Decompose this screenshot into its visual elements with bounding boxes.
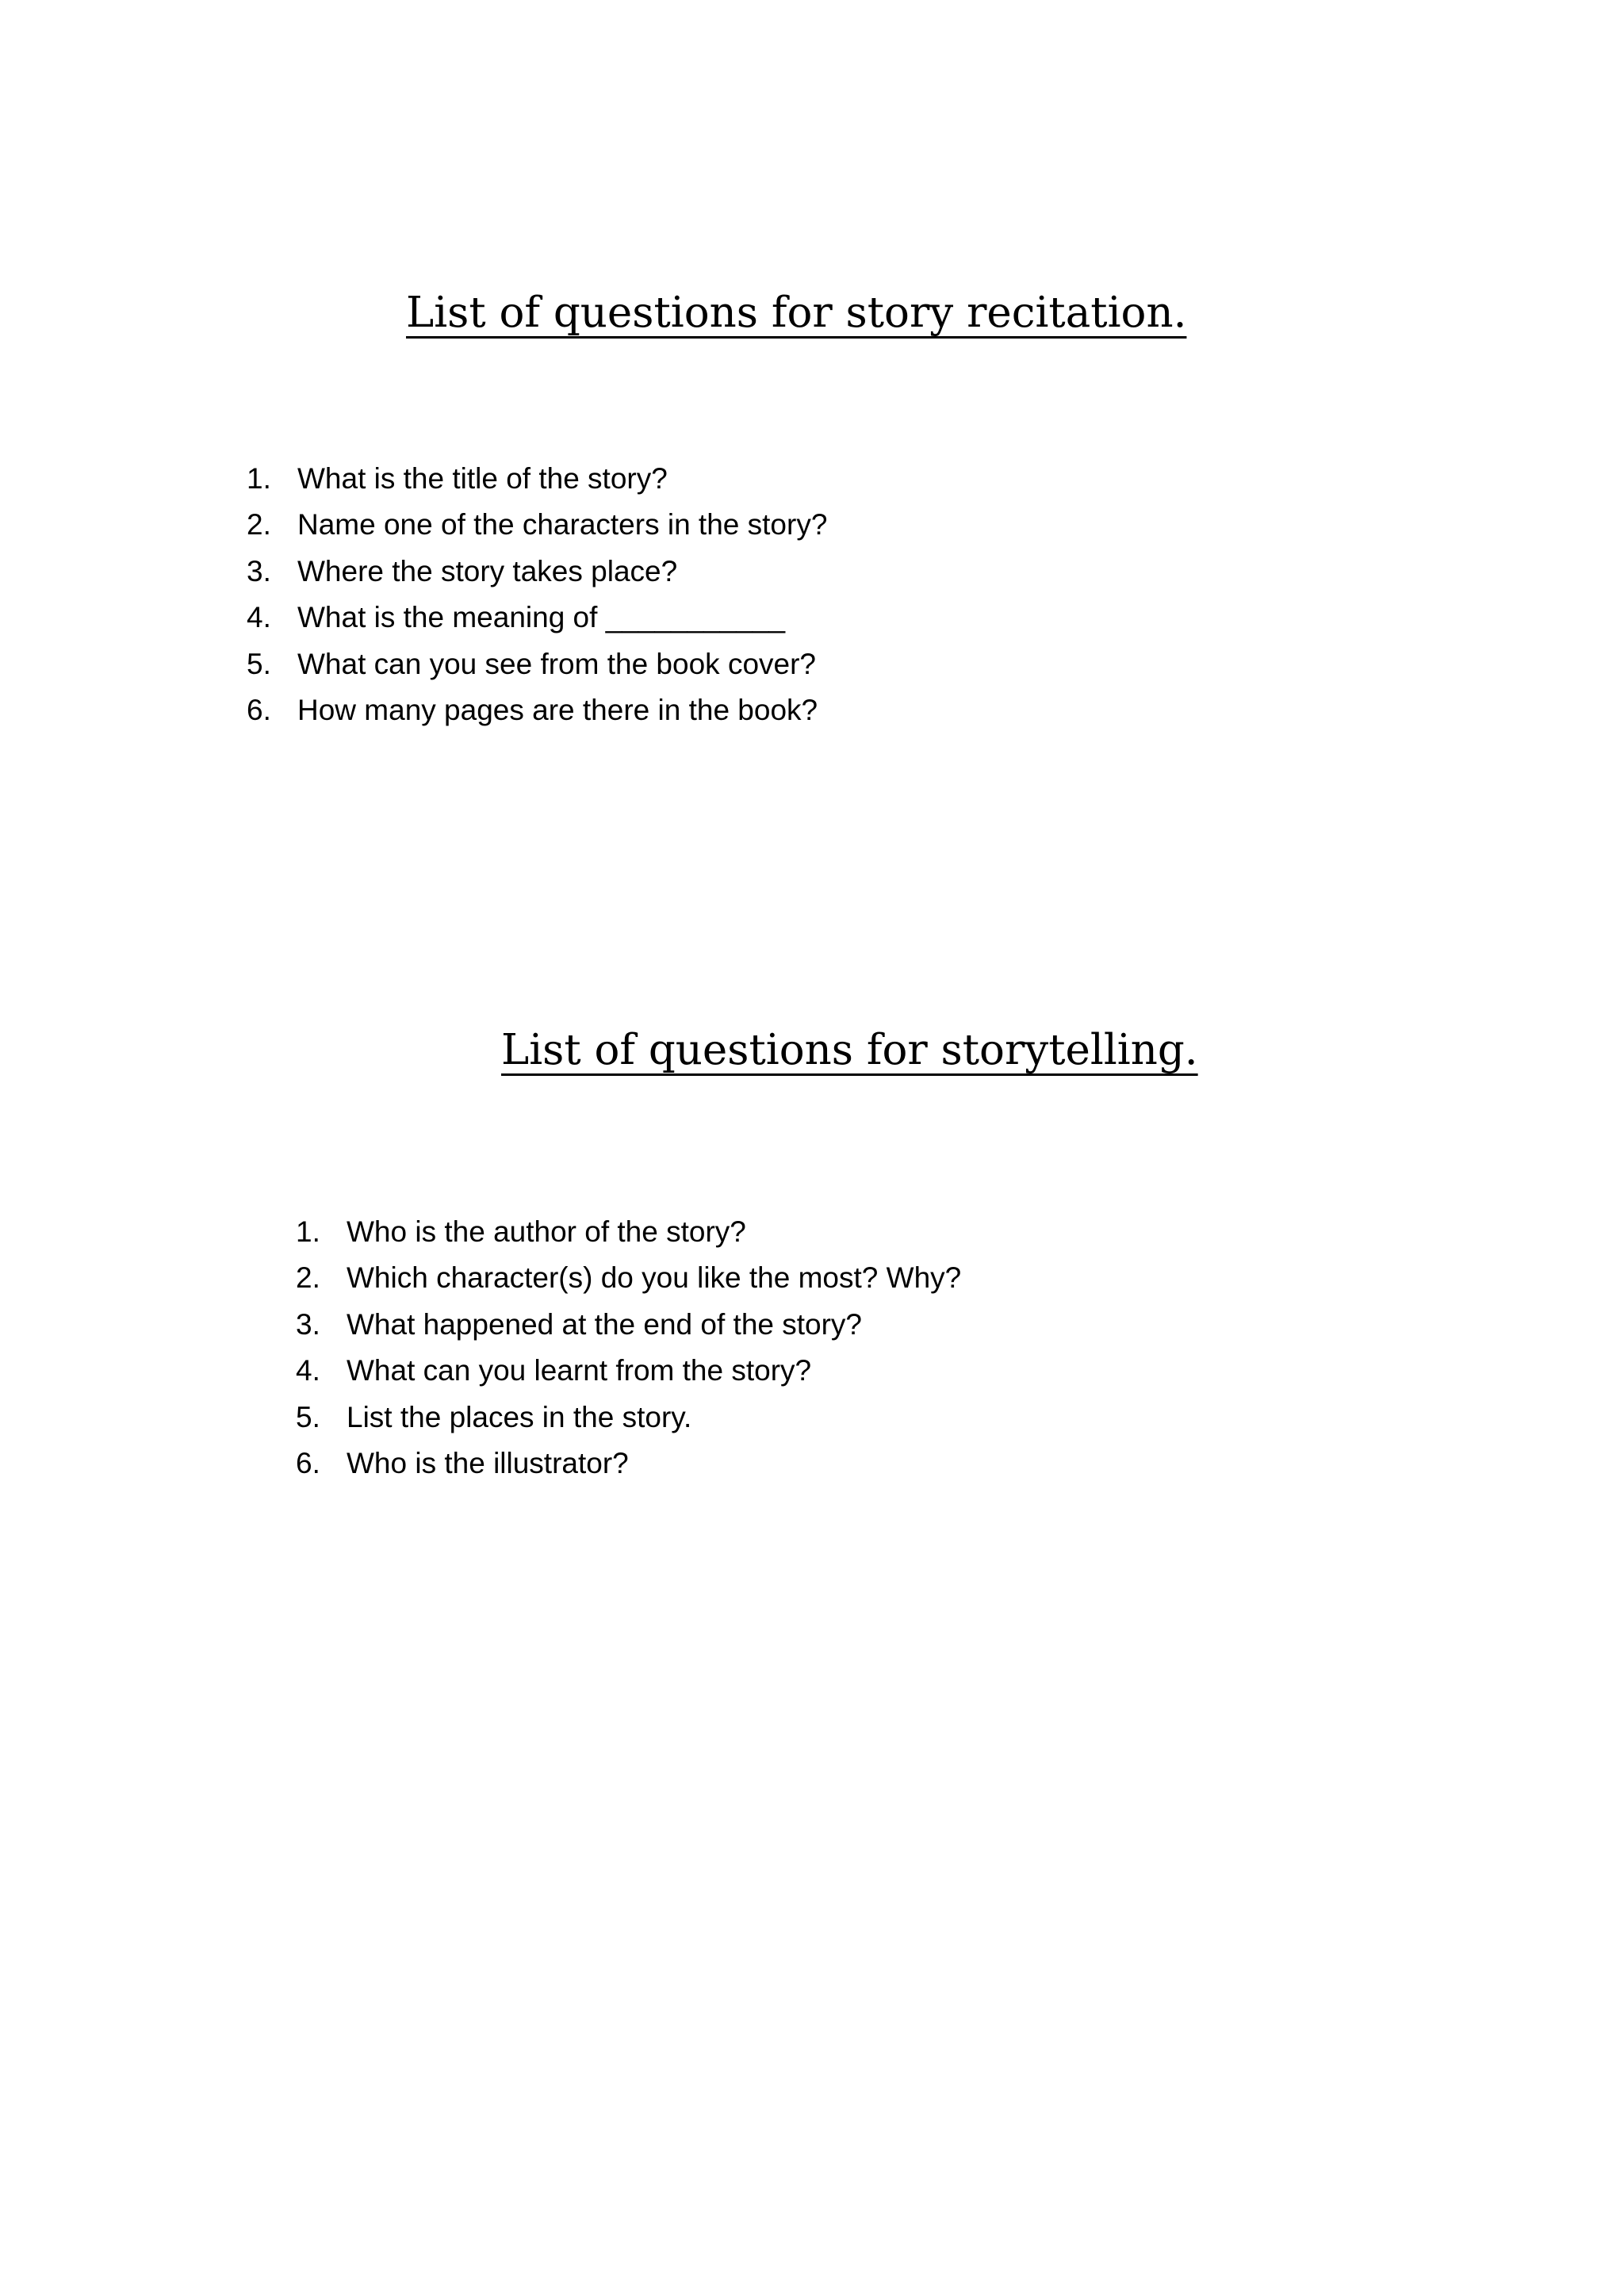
list-item-text: What is the title of the story? xyxy=(297,462,668,495)
list-item-text: What can you see from the book cover? xyxy=(297,647,817,680)
section-heading-story-recitation: List of questions for story recitation. xyxy=(406,289,1187,337)
list-item xyxy=(296,1255,961,1301)
list-item xyxy=(296,1348,961,1394)
list-item xyxy=(247,502,827,548)
list-item-text: Where the story takes place? xyxy=(297,554,678,587)
list-item-text: Who is the author of the story? xyxy=(347,1215,746,1248)
list-item xyxy=(296,1395,961,1441)
list-item-text: Which character(s) do you like the most? Why? xyxy=(347,1261,962,1295)
list-item-number: 2. xyxy=(247,508,271,541)
list-item-number: 6. xyxy=(247,694,271,727)
list-item xyxy=(247,456,827,502)
section-heading-storytelling: List of questions for storytelling. xyxy=(501,1026,1198,1074)
list-item-text: List the places in the story. xyxy=(347,1400,692,1433)
list-item-text: Who is the illustrator? xyxy=(347,1447,629,1480)
list-item xyxy=(247,687,827,733)
list-item-number: 3. xyxy=(247,554,271,587)
list-item-number: 5. xyxy=(247,647,271,680)
list-item xyxy=(296,1302,961,1348)
list-item-number: 2. xyxy=(296,1261,320,1295)
list-item-number: 4. xyxy=(247,601,271,634)
list-item-text: What can you learnt from the story? xyxy=(347,1354,812,1387)
list-item-text: How many pages are there in the book? xyxy=(297,694,818,727)
list-item-number: 5. xyxy=(296,1400,320,1433)
list-item-text: What is the meaning of ___________ xyxy=(297,601,786,634)
list-item-text: Name one of the characters in the story? xyxy=(297,508,828,541)
list-item-number: 6. xyxy=(296,1447,320,1480)
question-list-story-recitation xyxy=(247,456,827,733)
list-item-number: 3. xyxy=(296,1307,320,1341)
list-item xyxy=(296,1209,961,1255)
list-item xyxy=(247,549,827,595)
list-item xyxy=(247,641,827,687)
list-item-number: 1. xyxy=(296,1215,320,1248)
list-item xyxy=(296,1441,961,1487)
list-item xyxy=(247,595,827,641)
list-item-text: What happened at the end of the story? xyxy=(347,1307,863,1341)
question-list-storytelling xyxy=(296,1209,961,1487)
list-item-number: 1. xyxy=(247,462,271,495)
list-item-number: 4. xyxy=(296,1354,320,1387)
